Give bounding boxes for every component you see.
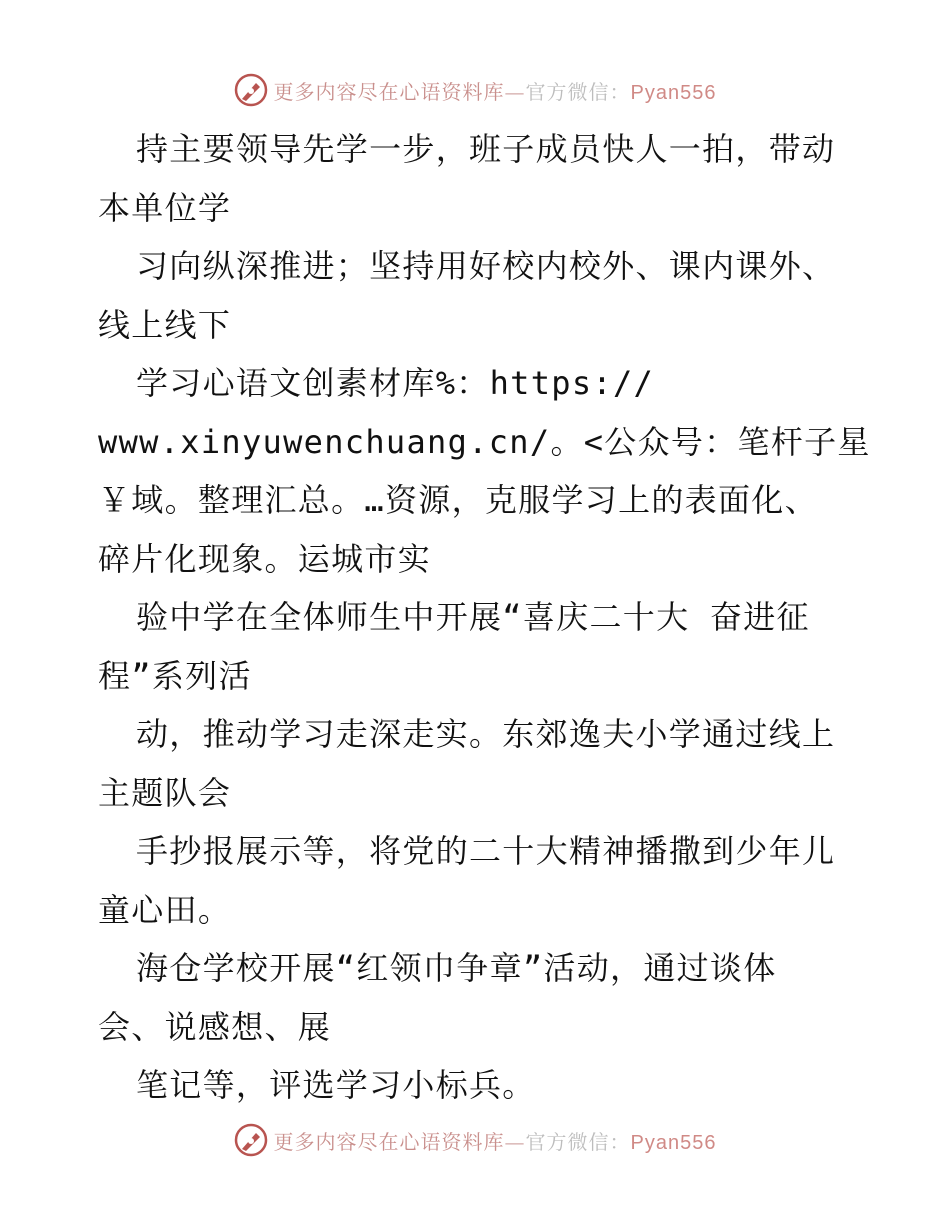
footer-wechat-id: Pyan556 — [630, 1131, 717, 1154]
pen-logo-icon — [234, 73, 268, 107]
text-line: 碎片化现象。运城市实 — [98, 539, 432, 578]
text-line: 海仓学校开展“红领巾争章”活动，通过谈体 — [136, 949, 777, 987]
header-banner — [0, 70, 950, 110]
header-official-label: 官方微信： — [525, 79, 631, 104]
footer-promo: 更多内容尽在心语资料库 — [273, 1129, 505, 1154]
footer-banner-text — [274, 1126, 717, 1155]
text-line: 手抄报展示等，将党的二十大精神播撒到少年儿 — [136, 832, 836, 870]
text-line: 持主要领导先学一步，班子成员快人一拍，带动 — [136, 130, 836, 168]
text-line: 验中学在全体师生中开展“喜庆二十大 奋进征 — [136, 598, 810, 636]
footer-banner — [0, 1120, 950, 1160]
text-line: 动，推动学习走深走实。东郊逸夫小学通过线上 — [136, 715, 836, 753]
text-line: 童心田。 — [98, 890, 232, 929]
text-line: www.xinyuwenchuang.cn/。<公众号：笔杆子星 — [98, 422, 871, 461]
text-line: 习向纵深推进；坚持用好校内校外、课内课外、 — [136, 247, 836, 285]
text-line: 笔记等，评选学习小标兵。 — [136, 1066, 536, 1104]
body-text — [98, 120, 871, 1115]
text-line: 线上线下 — [98, 305, 232, 344]
header-wechat-id: Pyan556 — [630, 81, 717, 104]
text-line: 本单位学 — [98, 188, 232, 227]
text-line: 程”系列活 — [98, 656, 252, 695]
text-line: 主题队会 — [98, 773, 232, 812]
header-banner-text — [274, 76, 717, 105]
pen-logo-icon — [234, 1123, 268, 1157]
header-promo: 更多内容尽在心语资料库 — [273, 79, 505, 104]
footer-official-label: 官方微信： — [525, 1129, 631, 1154]
text-line: ￥域。整理汇总。…资源，克服学习上的表面化、 — [98, 481, 818, 519]
footer-dash: — — [504, 1129, 526, 1154]
text-line: 学习心语文创素材库%：https:// — [136, 364, 655, 402]
header-dash: — — [504, 79, 526, 104]
text-line: 会、说感想、展 — [98, 1007, 332, 1046]
